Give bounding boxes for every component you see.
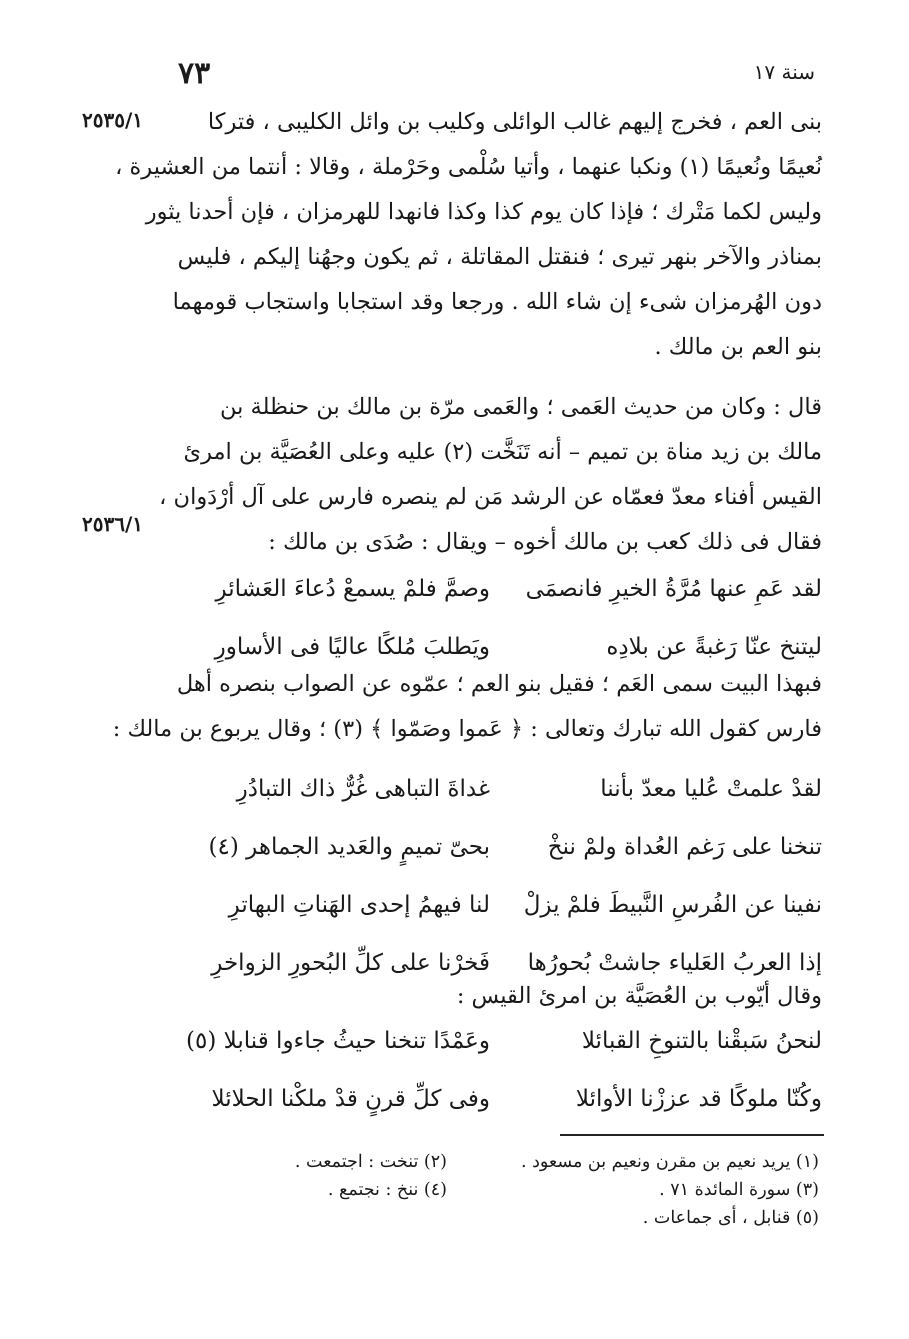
text-line: نُعيمًا ونُعيمًا (١) ونكبا عنهما ، وأتيا سُلْمى وحَرْملة ، وقالا : أنتما من العشيرة ، bbox=[115, 154, 822, 180]
poem-2 bbox=[190, 760, 822, 992]
footnote-5: (٥) قنابل ، أى جماعات . bbox=[642, 1208, 819, 1228]
verse-line bbox=[186, 1012, 822, 1070]
verse-first-hemistich: إذا العربُ العَلياء جاشتْ بُحورُها bbox=[527, 950, 822, 976]
text-line: بمناذر والآخر بنهر تيرى ؛ فنقتل المقاتلة ، ثم يكون وجهُنا إليكم ، فليس bbox=[177, 244, 822, 270]
text-line: وقال أيّوب بن العُصَيَّة بن امرئ القيس : bbox=[456, 983, 822, 1009]
poem-1 bbox=[190, 560, 822, 676]
text-line: قال : وكان من حديث العَمى ؛ والعَمى مرّة بن مالك بن حنظلة بن bbox=[219, 394, 822, 420]
paragraph-2 bbox=[159, 385, 822, 565]
verse-line bbox=[190, 876, 822, 934]
text-line: دون الهُرمزان شىء إن شاء الله . ورجعا وقد استجابا واستجاب قومهما bbox=[172, 289, 822, 315]
verse-second-hemistich: وصمَّ فلمْ يسمعْ دُعاءَ العَشائرِ bbox=[215, 576, 490, 602]
verse-first-hemistich: ليتنخ عنّا رَغبةً عن بلادِه bbox=[606, 634, 822, 660]
paragraph-3 bbox=[112, 662, 822, 752]
verse-second-hemistich: لنا فيهمُ إحدى الهَناتِ البهاترِ bbox=[228, 892, 490, 918]
verse-first-hemistich: نفينا عن الفُرسِ النَّبيطَ فلمْ يزلْ bbox=[523, 892, 822, 918]
verse-first-hemistich: لقد عَمِ عنها مُرَّةُ الخيرِ فانصمَى bbox=[525, 576, 822, 602]
text-line: بنو العم بن مالك . bbox=[654, 334, 822, 360]
paragraph-1 bbox=[115, 100, 822, 370]
text-line: مالك بن زيد مناة بن تميم – أنه تَنَخَّت (٢) عليه وعلى العُصَيَّة بن امرئ bbox=[183, 439, 822, 465]
verse-second-hemistich: وفى كلِّ قرنٍ قدْ ملكْنا الحلائلا bbox=[211, 1086, 490, 1112]
text-line: فقال فى ذلك كعب بن مالك أخوه – ويقال : صُدَى بن مالك : bbox=[268, 529, 822, 555]
text-line: فارس كقول الله تبارك وتعالى : ﴿ عَموا وصَمّوا ﴾ (٣) ؛ وقال يربوع بن مالك : bbox=[112, 716, 822, 742]
verse-first-hemistich: وكُنّا ملوكًا قد عززْنا الأوائلا bbox=[575, 1086, 822, 1112]
footnote-3: (٣) سورة المائدة ٧١ . bbox=[659, 1180, 819, 1200]
margin-reference-1: ٢٥٣٥/١ bbox=[82, 108, 144, 132]
verse-second-hemistich: بحىّ تميمٍ والعَديد الجماهر (٤) bbox=[208, 834, 490, 860]
verse-line bbox=[190, 818, 822, 876]
running-head-year: سنة ١٧ bbox=[753, 60, 815, 84]
poem-3 bbox=[186, 1012, 822, 1128]
footnote-1: (١) يريد نعيم بن مقرن ونعيم بن مسعود . bbox=[520, 1152, 819, 1172]
footnote-separator bbox=[560, 1134, 824, 1136]
verse-second-hemistich: فَخرْنا على كلِّ البُحورِ الزواخرِ bbox=[211, 950, 490, 976]
verse-second-hemistich: وعَمْدًا تنخنا حيثُ جاءوا قنابلا (٥) bbox=[186, 1028, 490, 1054]
text-line: القيس أفناء معدّ فعمّاه عن الرشد مَن لم ينصره فارس على آل أرْدَوان ، bbox=[159, 484, 822, 510]
verse-second-hemistich: غداةَ التباهى غُرٌّ ذاك التبادُرِ bbox=[236, 776, 490, 802]
page-number: ٧٣ bbox=[178, 56, 211, 91]
footnote-4: (٤) ننخ : نجتمع . bbox=[327, 1180, 447, 1200]
verse-line bbox=[190, 1070, 822, 1128]
text-line: بنى العم ، فخرج إليهم غالب الوائلى وكليب بن وائل الكليبى ، فتركا bbox=[207, 109, 822, 135]
verse-second-hemistich: ويَطلبَ مُلكًا عاليًا فى الأساورِ bbox=[214, 634, 490, 660]
verse-first-hemistich: لقدْ علمتْ عُليا معدّ بأننا bbox=[600, 776, 822, 802]
verse-line bbox=[190, 560, 822, 618]
margin-reference-2: ٢٥٣٦/١ bbox=[82, 512, 144, 536]
footnote-2: (٢) تنخت : اجتمعت . bbox=[294, 1152, 447, 1172]
verse-line bbox=[190, 760, 822, 818]
verse-first-hemistich: لنحنُ سَبقْنا بالتنوخِ القبائلا bbox=[581, 1028, 822, 1054]
text-line: فبهذا البيت سمى العَم ؛ فقيل بنو العم ؛ عمّوه عن الصواب بنصره أهل bbox=[176, 671, 822, 697]
verse-first-hemistich: تنخنا على رَغم العُداة ولمْ ننخْ bbox=[547, 834, 822, 860]
text-line: وليس لكما مَتْرك ؛ فإذا كان يوم كذا وكذا فانهدا للهرمزان ، فإن أحدنا يثور bbox=[145, 199, 822, 225]
